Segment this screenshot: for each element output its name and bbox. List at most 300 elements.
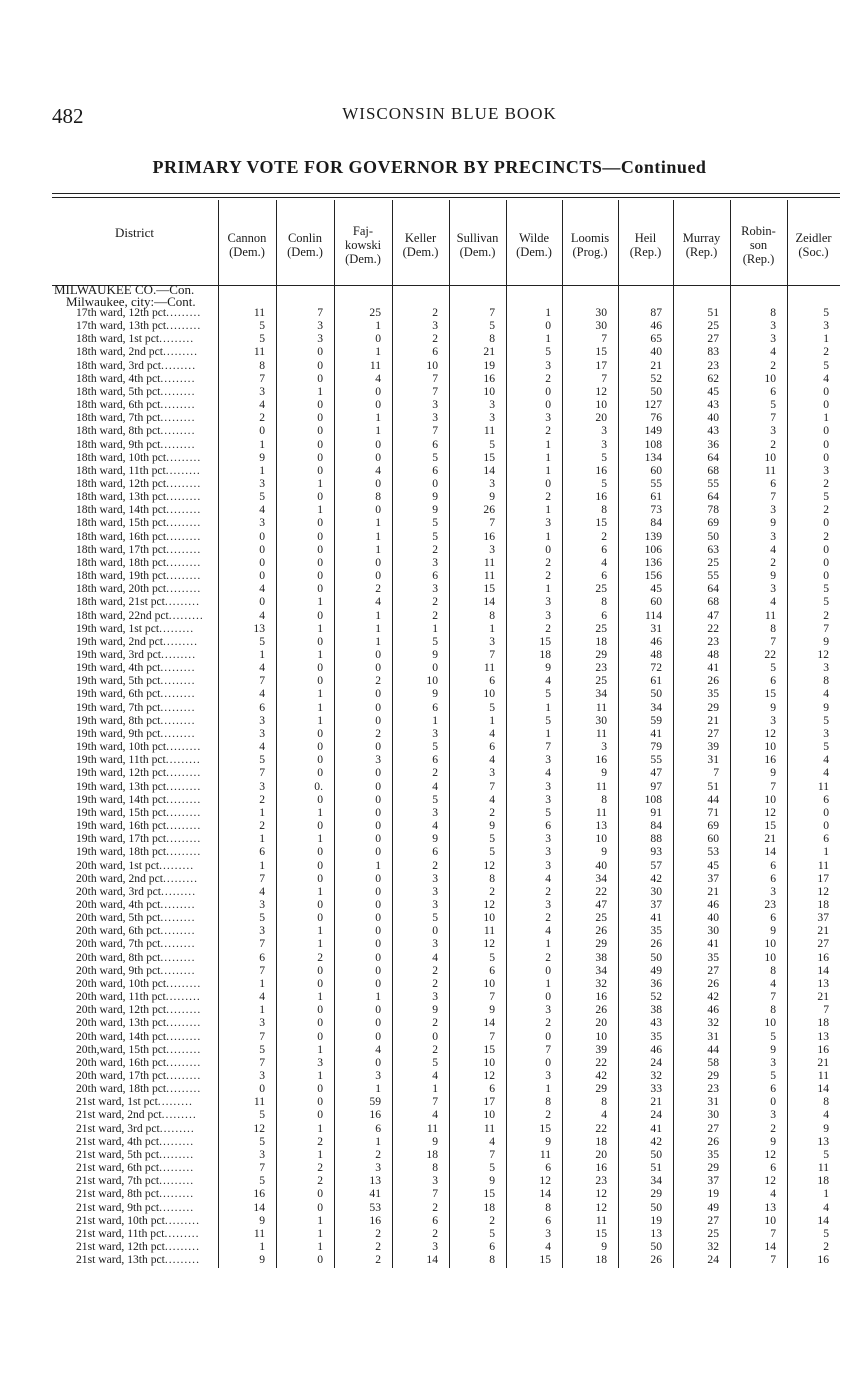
vote-cell: 0 [317, 1016, 323, 1030]
vote-cell: 1 [375, 516, 381, 530]
vote-cell: 6 [770, 911, 776, 925]
vote-cell: 31 [707, 1029, 719, 1043]
vote-cell: 63 [707, 542, 719, 556]
vote-cell: 2 [823, 1240, 829, 1253]
vote-cell: 2 [770, 1121, 776, 1135]
vote-cell: 30 [595, 713, 607, 727]
vote-cell: 50 [650, 687, 662, 701]
vote-cell: 33 [650, 1082, 662, 1096]
vote-cell: 3 [489, 398, 495, 412]
vote-cell: 4 [375, 595, 381, 609]
vote-cell: 25 [369, 306, 381, 319]
column-header-party: (Soc.) [798, 245, 829, 259]
vote-cell: 14 [426, 1253, 438, 1267]
vote-cell: 18 [817, 1016, 829, 1030]
vote-cell: 30 [707, 1108, 719, 1122]
vote-cell: 1 [259, 437, 265, 451]
vote-cell: 2 [432, 608, 438, 622]
vote-cell: 29 [650, 1187, 662, 1201]
vote-cell: 35 [650, 924, 662, 938]
district-cell: 19th ward, 6th pct......... [76, 687, 196, 701]
vote-cell: 0 [375, 963, 381, 977]
vote-cell: 15 [595, 516, 607, 530]
vote-cell: 3 [259, 1016, 265, 1030]
vote-cell: 3 [375, 1161, 381, 1175]
vote-cell: 27 [707, 1213, 719, 1227]
column-header [276, 205, 334, 285]
vote-cell: 0 [375, 687, 381, 701]
vote-cell: 8 [489, 1253, 495, 1267]
vote-cell: 4 [259, 740, 265, 754]
vote-cell: 18 [595, 1134, 607, 1148]
vote-cell: 35 [707, 1147, 719, 1161]
vote-cell: 3 [545, 832, 551, 846]
vote-cell: 32 [595, 976, 607, 990]
vote-cell: 14 [764, 1240, 776, 1253]
vote-cell: 1 [545, 463, 551, 477]
vote-cell: 9 [259, 450, 265, 464]
vote-cell: 51 [650, 1161, 662, 1175]
district-cell: 21st ward, 7th pct......... [76, 1174, 195, 1188]
vote-cell: 11 [253, 1095, 265, 1109]
vote-cell: 1 [317, 700, 323, 714]
district-cell: 21st ward, 10th pct......... [76, 1213, 200, 1227]
vote-cell: 1 [317, 384, 323, 398]
vote-cell: 49 [650, 963, 662, 977]
vote-cell: 6 [375, 1121, 381, 1135]
vote-cell: 4 [601, 1108, 607, 1122]
vote-cell: 5 [770, 661, 776, 675]
vote-cell: 2 [375, 1147, 381, 1161]
vote-cell: 12 [764, 805, 776, 819]
vote-cell: 4 [770, 976, 776, 990]
vote-cell: 3 [601, 424, 607, 438]
vote-cell: 3 [545, 858, 551, 872]
vote-cell: 11 [817, 779, 829, 793]
vote-cell: 3 [259, 713, 265, 727]
vote-cell: 0 [823, 805, 829, 819]
vote-cell: 0 [823, 555, 829, 569]
vote-cell: 34 [595, 871, 607, 885]
vote-cell: 15 [764, 687, 776, 701]
vote-cell: 7 [259, 871, 265, 885]
vote-cell: 0 [317, 1187, 323, 1201]
column-header-party: (Prog.) [572, 245, 608, 259]
vote-cell: 0 [375, 398, 381, 412]
district-cell: 17th ward, 13th pct......... [76, 319, 202, 333]
vote-cell: 7 [770, 779, 776, 793]
district-cell: 18th ward, 3rd pct......... [76, 358, 197, 372]
vote-cell: 4 [823, 766, 829, 780]
vote-cell: 2 [317, 950, 323, 964]
vote-cell: 10 [764, 371, 776, 385]
vote-cell: 79 [650, 740, 662, 754]
vote-cell: 21 [650, 358, 662, 372]
vote-cell: 4 [432, 1068, 438, 1082]
vote-cell: 3 [545, 845, 551, 859]
column-header-name: Loomis [570, 231, 610, 245]
district-cell: 18th ward, 2nd pct......... [76, 345, 199, 359]
vote-cell: 6 [432, 1213, 438, 1227]
vote-cell: 7 [770, 990, 776, 1004]
vote-cell: 9 [545, 661, 551, 675]
vote-cell: 12 [764, 1174, 776, 1188]
vote-cell: 9 [432, 490, 438, 504]
vote-cell: 7 [489, 306, 495, 319]
vote-cell: 60 [650, 463, 662, 477]
vote-cell: 8 [432, 1161, 438, 1175]
column-header [449, 205, 506, 285]
district-cell: 20th ward, 16th pct......... [76, 1055, 202, 1069]
vote-cell: 1 [259, 463, 265, 477]
vote-cell: 46 [707, 897, 719, 911]
district-cell: 18th ward, 10th pct......... [76, 450, 202, 464]
district-cell: 20th ward, 14th pct......... [76, 1029, 202, 1043]
district-cell: 20th ward, 18th pct......... [76, 1082, 202, 1096]
vote-cell: 11 [595, 726, 607, 740]
vote-cell: 6 [432, 845, 438, 859]
vote-cell: 0 [317, 845, 323, 859]
vote-cell: 11 [483, 569, 495, 583]
vote-cell: 7 [432, 1187, 438, 1201]
vote-cell: 1 [317, 621, 323, 635]
vote-cell: 4 [259, 608, 265, 622]
vote-cell: 50 [650, 950, 662, 964]
district-cell: 18th ward, 19th pct......... [76, 569, 202, 583]
vote-cell: 64 [707, 582, 719, 596]
vote-cell: 0 [545, 319, 551, 333]
vote-cell: 9 [259, 1213, 265, 1227]
district-cell: 19th ward, 7th pct......... [76, 700, 196, 714]
vote-cell: 5 [823, 1147, 829, 1161]
vote-cell: 3 [432, 937, 438, 951]
vote-cell: 9 [432, 1134, 438, 1148]
vote-cell: 2 [601, 529, 607, 543]
vote-cell: 13 [650, 1226, 662, 1240]
vote-cell: 2 [432, 306, 438, 319]
vote-cell: 0 [770, 1095, 776, 1109]
vote-cell: 0 [317, 398, 323, 412]
vote-cell: 8 [770, 963, 776, 977]
vote-cell: 3 [432, 990, 438, 1004]
vote-cell: 11 [253, 306, 265, 319]
vote-cell: 6 [770, 384, 776, 398]
district-cell: 20th,ward, 15th pct......... [76, 1042, 202, 1056]
district-cell: 20th ward, 7th pct......... [76, 937, 196, 951]
vote-cell: 10 [595, 398, 607, 412]
vote-cell: 1 [317, 1121, 323, 1135]
vote-cell: 0 [317, 792, 323, 806]
vote-cell: 29 [707, 1068, 719, 1082]
vote-cell: 4 [770, 1187, 776, 1201]
vote-cell: 2 [259, 792, 265, 806]
vote-cell: 4 [432, 950, 438, 964]
vote-cell: 0 [259, 595, 265, 609]
vote-cell: 0 [317, 911, 323, 925]
vote-cell: 10 [483, 687, 495, 701]
vote-cell: 4 [770, 595, 776, 609]
vote-cell: 10 [483, 911, 495, 925]
vote-cell: 1 [823, 845, 829, 859]
vote-cell: 13 [369, 1174, 381, 1188]
vote-cell: 2 [432, 963, 438, 977]
vote-cell: 22 [595, 884, 607, 898]
vote-cell: 10 [426, 358, 438, 372]
vote-cell: 18 [817, 897, 829, 911]
vote-cell: 16 [483, 529, 495, 543]
district-cell: 19th ward, 5th pct......... [76, 674, 196, 688]
vote-cell: 40 [707, 911, 719, 925]
vote-cell: 14 [764, 845, 776, 859]
vote-cell: 7 [770, 1226, 776, 1240]
district-cell: 21st ward, 13th pct......... [76, 1253, 200, 1267]
district-cell: 19th ward, 3rd pct......... [76, 648, 197, 662]
vote-cell: 4 [545, 766, 551, 780]
column-header-party: (Rep.) [742, 252, 775, 266]
vote-cell: 6 [489, 674, 495, 688]
vote-cell: 1 [317, 805, 323, 819]
vote-cell: 1 [545, 529, 551, 543]
vote-cell: 0 [823, 542, 829, 556]
vote-cell: 4 [259, 990, 265, 1004]
vote-cell: 83 [707, 345, 719, 359]
vote-cell: 47 [707, 608, 719, 622]
vote-cell: 2 [823, 529, 829, 543]
vote-cell: 5 [770, 1068, 776, 1082]
vote-cell: 12 [817, 648, 829, 662]
vote-cell: 47 [650, 766, 662, 780]
vote-cell: 37 [650, 897, 662, 911]
vote-cell: 5 [489, 950, 495, 964]
vote-cell: 15 [483, 1042, 495, 1056]
section-county: MILWAUKEE CO.—Con. [54, 282, 195, 297]
district-cell: 19th ward, 10th pct......... [76, 740, 202, 754]
district-cell: 19th ward, 12th pct......... [76, 766, 202, 780]
vote-cell: 11 [253, 1226, 265, 1240]
vote-cell: 20 [595, 1016, 607, 1030]
vote-cell: 14 [483, 463, 495, 477]
vote-cell: 4 [432, 779, 438, 793]
vote-cell: 0 [317, 753, 323, 767]
vote-cell: 10 [595, 832, 607, 846]
vote-cell: 3 [432, 582, 438, 596]
vote-cell: 93 [650, 845, 662, 859]
vote-cell: 6 [489, 1240, 495, 1253]
vote-cell: 0 [823, 450, 829, 464]
vote-cell: 15 [483, 1187, 495, 1201]
vote-cell: 11 [595, 700, 607, 714]
vote-cell: 50 [650, 1147, 662, 1161]
vote-cell: 14 [539, 1187, 551, 1201]
vote-cell: 7 [432, 424, 438, 438]
vote-cell: 43 [707, 424, 719, 438]
column-header [506, 205, 562, 285]
vote-cell: 42 [595, 1068, 607, 1082]
vote-cell: 7 [259, 1029, 265, 1043]
vote-cell: 10 [764, 950, 776, 964]
vote-cell: 12 [595, 1187, 607, 1201]
vote-cell: 12 [483, 897, 495, 911]
vote-cell: 7 [317, 306, 323, 319]
vote-cell: 50 [650, 1240, 662, 1253]
vote-cell: 6 [823, 792, 829, 806]
vote-cell: 57 [650, 858, 662, 872]
vote-cell: 5 [489, 1161, 495, 1175]
vote-cell: 76 [650, 411, 662, 425]
district-cell: 18th ward, 7th pct......... [76, 411, 196, 425]
vote-cell: 6 [432, 700, 438, 714]
vote-cell: 3 [489, 411, 495, 425]
vote-cell: 1 [375, 990, 381, 1004]
vote-cell: 3 [432, 897, 438, 911]
vote-cell: 5 [259, 911, 265, 925]
vote-cell: 46 [650, 319, 662, 333]
vote-cell: 3 [259, 779, 265, 793]
vote-cell: 3 [770, 713, 776, 727]
vote-cell: 37 [707, 1174, 719, 1188]
vote-cell: 5 [259, 319, 265, 333]
district-cell: 20th ward, 11th pct......... [76, 990, 201, 1004]
vote-cell: 10 [764, 937, 776, 951]
district-cell: 19th ward, 13th pct......... [76, 779, 202, 793]
district-cell: 21st ward, 2nd pct......... [76, 1108, 197, 1122]
column-header-party: (Dem.) [287, 245, 323, 259]
vote-cell: 32 [707, 1240, 719, 1253]
vote-cell: 0 [317, 1082, 323, 1096]
vote-cell: 26 [595, 924, 607, 938]
vote-cell: 7 [489, 1147, 495, 1161]
vote-cell: 21 [817, 990, 829, 1004]
vote-cell: 9 [601, 1240, 607, 1253]
district-cell: 18th ward, 17th pct......... [76, 542, 202, 556]
vote-cell: 3 [432, 555, 438, 569]
vote-cell: 0 [375, 976, 381, 990]
vote-cell: 0 [545, 990, 551, 1004]
vote-cell: 9 [489, 819, 495, 833]
vote-cell: 1 [545, 582, 551, 596]
vote-cell: 0 [375, 555, 381, 569]
vote-cell: 4 [432, 819, 438, 833]
vote-cell: 3 [823, 726, 829, 740]
vote-cell: 0 [375, 661, 381, 675]
vote-cell: 1 [545, 306, 551, 319]
vote-cell: 24 [707, 1253, 719, 1267]
vote-cell: 2 [770, 358, 776, 372]
vote-cell: 1 [375, 529, 381, 543]
vote-cell: 3 [259, 726, 265, 740]
vote-cell: 0 [375, 332, 381, 346]
vote-cell: 1 [317, 937, 323, 951]
vote-cell: 5 [601, 477, 607, 490]
vote-cell: 15 [483, 450, 495, 464]
vote-cell: 2 [545, 950, 551, 964]
vote-cell: 2 [317, 1161, 323, 1175]
vote-cell: 1 [545, 700, 551, 714]
vote-cell: 31 [650, 621, 662, 635]
vote-cell: 3 [545, 1226, 551, 1240]
vote-cell: 23 [707, 358, 719, 372]
vote-cell: 11 [369, 358, 381, 372]
vote-cell: 3 [489, 634, 495, 648]
vote-cell: 1 [317, 503, 323, 517]
vote-cell: 0 [375, 1016, 381, 1030]
district-cell: 19th ward, 18th pct......... [76, 845, 202, 859]
vote-cell: 4 [823, 1108, 829, 1122]
district-cell: 21st ward, 12th pct......... [76, 1240, 200, 1253]
vote-cell: 5 [489, 437, 495, 451]
vote-cell: 1 [259, 805, 265, 819]
vote-cell: 0 [375, 845, 381, 859]
district-cell: 19th ward, 14th pct......... [76, 792, 202, 806]
vote-cell: 5 [545, 687, 551, 701]
vote-cell: 5 [432, 740, 438, 754]
vote-cell: 65 [650, 332, 662, 346]
vote-cell: 11 [253, 345, 265, 359]
vote-cell: 9 [259, 1253, 265, 1267]
vote-cell: 0 [375, 937, 381, 951]
vote-cell: 6 [259, 700, 265, 714]
district-cell: 18th ward, 16th pct......... [76, 529, 202, 543]
vote-cell: 18 [539, 648, 551, 662]
vote-cell: 34 [595, 687, 607, 701]
vote-cell: 23 [707, 634, 719, 648]
district-cell: 19th ward, 8th pct......... [76, 713, 196, 727]
vote-cell: 15 [595, 1226, 607, 1240]
vote-cell: 0 [375, 897, 381, 911]
vote-cell: 108 [644, 792, 662, 806]
vote-cell: 11 [483, 661, 495, 675]
vote-cell: 3 [489, 542, 495, 556]
vote-cell: 12 [483, 1068, 495, 1082]
vote-cell: 6 [770, 1082, 776, 1096]
vote-cell: 10 [764, 740, 776, 754]
vote-cell: 15 [539, 1253, 551, 1267]
column-header-name: Robin- son [741, 224, 776, 252]
vote-cell: 5 [259, 1108, 265, 1122]
vote-cell: 7 [259, 963, 265, 977]
vote-cell: 0 [317, 1095, 323, 1109]
vote-cell: 0 [823, 569, 829, 583]
vote-cell: 8 [601, 792, 607, 806]
vote-cell: 3 [770, 1055, 776, 1069]
vote-cell: 2 [770, 555, 776, 569]
vote-cell: 9 [770, 700, 776, 714]
vote-cell: 0 [375, 740, 381, 754]
vote-cell: 0 [317, 976, 323, 990]
column-header [334, 205, 392, 285]
vote-cell: 52 [650, 990, 662, 1004]
vote-cell: 3 [259, 924, 265, 938]
vote-cell: 7 [489, 990, 495, 1004]
vote-cell: 18 [595, 1253, 607, 1267]
vote-cell: 0 [375, 805, 381, 819]
vote-cell: 5 [432, 516, 438, 530]
vote-cell: 3 [545, 516, 551, 530]
vote-cell: 3 [545, 1068, 551, 1082]
vote-cell: 16 [817, 950, 829, 964]
vote-cell: 25 [595, 582, 607, 596]
vote-cell: 3 [432, 398, 438, 412]
vote-cell: 53 [369, 1200, 381, 1214]
vote-cell: 3 [432, 411, 438, 425]
vote-cell: 44 [707, 1042, 719, 1056]
vote-cell: 35 [707, 687, 719, 701]
vote-cell: 0 [317, 358, 323, 372]
district-cell: 20th ward, 3rd pct......... [76, 884, 197, 898]
vote-cell: 1 [432, 713, 438, 727]
vote-cell: 1 [545, 450, 551, 464]
vote-cell: 2 [432, 595, 438, 609]
